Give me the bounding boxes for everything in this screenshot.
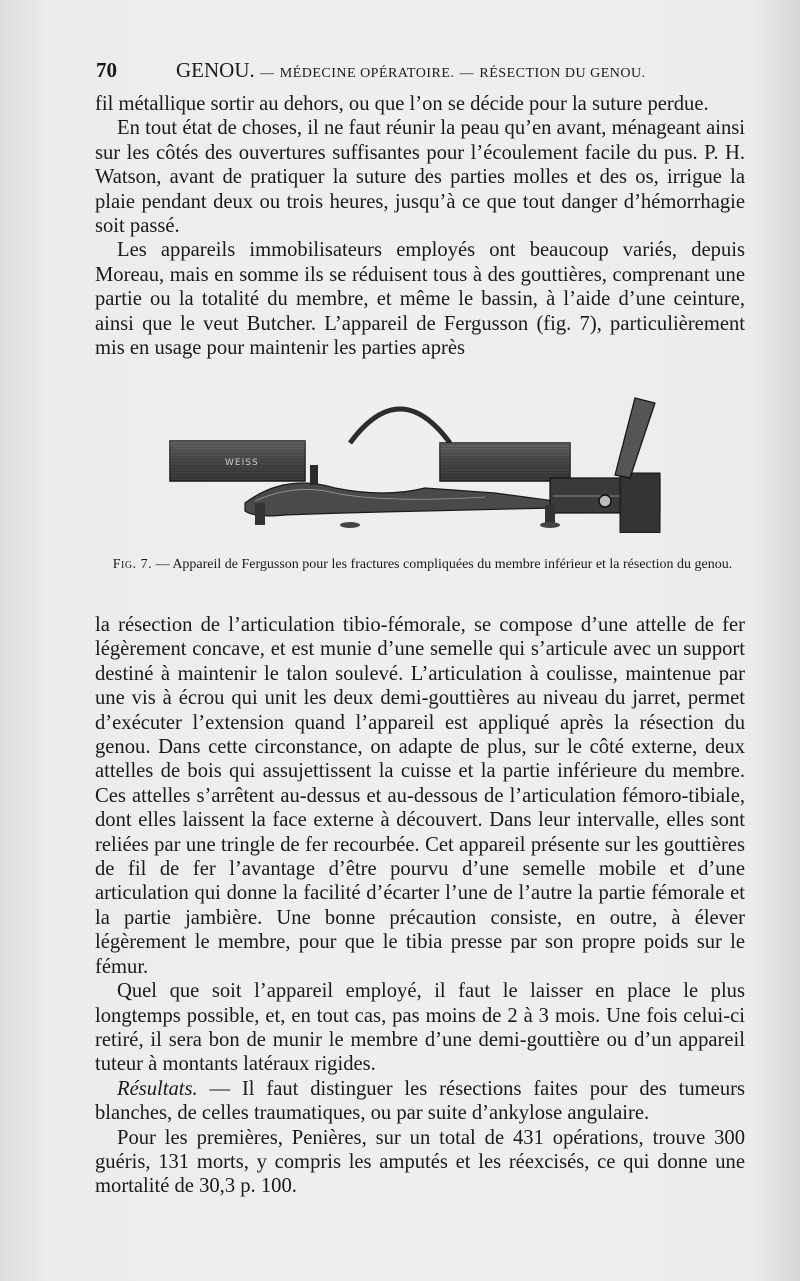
fergusson-apparatus-engraving [165,393,670,533]
results-dash: — [209,1077,231,1100]
subsection-title: RÉSECTION DU GENOU. [479,66,646,81]
section-title: MÉDECINE OPÉRATOIRE. [279,66,455,81]
results-text: Il faut distinguer les résections faites pour des tumeurs blanches, de celles traumatiques, ou par suite d’ankylose angulaire. [95,1077,745,1125]
caption-text: Appareil de Fergusson pour les fractures compliquées du membre inférieur et la résection du genou. [172,557,733,572]
paragraph-immobilising-devices: Les appareils immobilisateurs employés ont beaucoup variés, depuis Moreau, mais en somme ils se réduisent tous à des gouttières, comprenant une partie ou la totalité du membre, et même le bassin, à l’aide d’une ceinture, ainsi que le veut Butcher. L’appareil de Fergusson (fig. 7), particulièrement mis en usage pour maintenir les parties après [95,239,745,360]
body-text-bottom [95,613,745,1199]
page-number: 70 [96,58,117,82]
heel-support [620,473,660,533]
foot-sole-plate [615,398,655,478]
chapter-title: GENOU. [176,58,255,82]
header-dash-2: — [459,66,475,81]
results-label: Résultats. [117,1077,198,1100]
iron-rod-arch [350,409,450,443]
screw-nut [599,495,611,507]
caption-dash: — [155,557,170,572]
paragraph-continued: fil métallique sortir au dehors, ou que l’on se décide pour la suture perdue. [95,93,709,115]
running-header [96,58,746,86]
figure-label: Fig. 7. [112,557,153,572]
paragraph-results [95,1077,745,1126]
body-text-top [95,92,745,360]
engraver-mark: WEISS [225,458,259,468]
paragraph-duration: Quel que soit l’appareil employé, il faut le laisser en place le plus longtemps possible, et, en tout cas, pas moins de 2 à 3 mois. Une fois celui-ci retiré, il sera bon de munir le membre d’une demi-gouttière ou d’un appareil tuteur à montants latéraux rigides. [95,980,745,1076]
paragraph-skin-closure: En tout état de choses, il ne faut réunir la peau qu’en avant, ménageant ainsi sur les côtés des ouvertures suffisantes pour l’écoulement facile du pus. P. H. Watson, avant de pratiquer la suture des parties molles et des os, irrigue la plaie pendant deux ou trois heures, jusqu’à ce que tout danger d’hémorrhagie soit passé. [95,117,745,238]
paragraph-apparatus-description: la résection de l’articulation tibio-fémorale, se compose d’une attelle de fer légèrement concave, et est munie d’une semelle qui s’articule avec un support destiné à maintenir le talon soulevé. L’articulation à coulisse, maintenue par une vis à écrou qui unit les deux demi-gouttières au niveau du jarret, permet d’exécuter l’extension quand l’appareil est appliqué après la résection du genou. Dans cette circonstance, on adapte de plus, sur le côté externe, deux attelles de bois qui assujettissent la cuisse et la partie inférieure du membre. Ces attelles s’arrêtent au-dessus et au-dessous de l’articulation fémoro-tibiale, dont elles laissent la face externe à découvert. Dans leur intervalle, elles sont reliées par une tringle de fer recourbée. Cet appareil présente sur les gouttières de fil de fer l’avantage d’être pourvu d’une semelle mobile et d’une articulation qui donne la facilité d’écarter l’une de l’autre la partie fémorale et la partie jambière. Une bonne précaution consiste, en outre, à élever légèrement le membre, pour que le tibia presse par son propre poids sur le fémur. [95,614,745,978]
running-title [176,58,646,83]
paragraph-mortality: Pour les premières, Penières, sur un total de 431 opérations, trouve 300 guéris, 131 morts, y compris les amputés et les réexcisés, ce qui donne une mortalité de 30,3 p. 100. [95,1126,745,1198]
figure-caption [100,556,745,573]
header-dash-1: — [260,66,275,81]
figure-fergusson-apparatus [165,393,670,533]
